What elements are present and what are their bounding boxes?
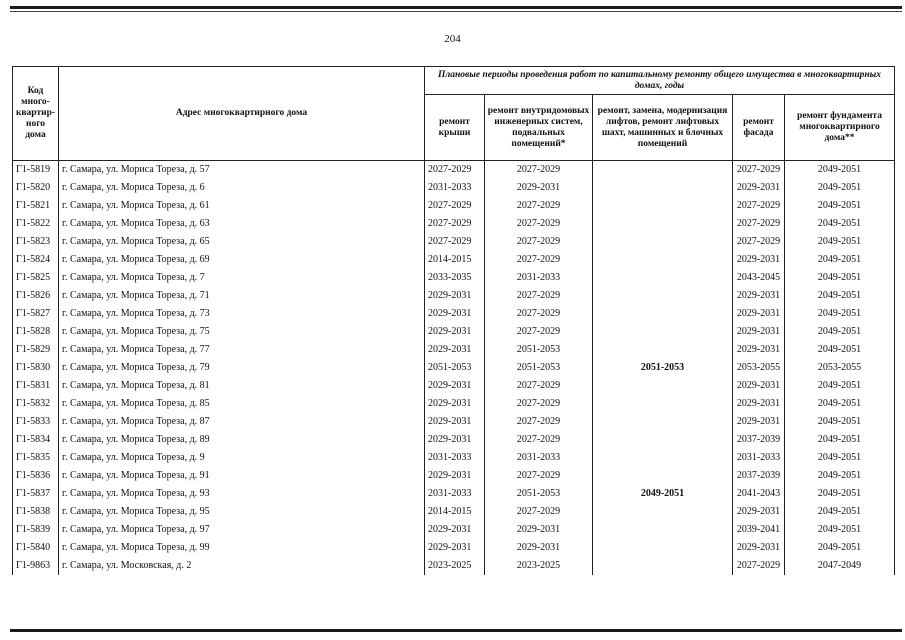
cell-facade: 2029-2031 xyxy=(733,377,785,395)
cell-facade: 2027-2029 xyxy=(733,557,785,575)
cell-code: Г1-5829 xyxy=(13,341,59,359)
cell-facade: 2043-2045 xyxy=(733,269,785,287)
page-number: 204 xyxy=(444,33,461,45)
cell-address: г. Самара, ул. Мориса Тореза, д. 79 xyxy=(59,359,425,377)
header-foundation: ремонт фундамента многоквартирного дома** xyxy=(785,95,895,161)
cell-lifts xyxy=(593,233,733,251)
cell-systems: 2027-2029 xyxy=(485,503,593,521)
cell-systems: 2029-2031 xyxy=(485,539,593,557)
cell-roof: 2031-2033 xyxy=(425,449,485,467)
table-row xyxy=(13,431,895,449)
cell-code: Г1-5820 xyxy=(13,179,59,197)
cell-code: Г1-5824 xyxy=(13,251,59,269)
cell-foundation: 2049-2051 xyxy=(785,377,895,395)
cell-code: Г1-5840 xyxy=(13,539,59,557)
cell-address: г. Самара, ул. Мориса Тореза, д. 89 xyxy=(59,431,425,449)
cell-roof: 2029-2031 xyxy=(425,377,485,395)
cell-code: Г1-9863 xyxy=(13,557,59,575)
cell-systems: 2027-2029 xyxy=(485,377,593,395)
cell-roof: 2029-2031 xyxy=(425,341,485,359)
cell-lifts xyxy=(593,197,733,215)
cell-code: Г1-5833 xyxy=(13,413,59,431)
cell-systems: 2031-2033 xyxy=(485,269,593,287)
cell-address: г. Самара, ул. Мориса Тореза, д. 95 xyxy=(59,503,425,521)
cell-foundation: 2049-2051 xyxy=(785,395,895,413)
cell-address: г. Самара, ул. Мориса Тореза, д. 93 xyxy=(59,485,425,503)
cell-systems: 2027-2029 xyxy=(485,251,593,269)
cell-lifts xyxy=(593,251,733,269)
cell-roof: 2027-2029 xyxy=(425,197,485,215)
cell-code: Г1-5823 xyxy=(13,233,59,251)
cell-facade: 2027-2029 xyxy=(733,197,785,215)
repair-schedule-table xyxy=(12,66,895,575)
table-row xyxy=(13,287,895,305)
table-body xyxy=(13,161,895,576)
cell-address: г. Самара, ул. Мориса Тореза, д. 69 xyxy=(59,251,425,269)
cell-systems: 2027-2029 xyxy=(485,413,593,431)
cell-facade: 2029-2031 xyxy=(733,395,785,413)
cell-address: г. Самара, ул. Мориса Тореза, д. 81 xyxy=(59,377,425,395)
cell-lifts xyxy=(593,305,733,323)
cell-address: г. Самара, ул. Московская, д. 2 xyxy=(59,557,425,575)
cell-facade: 2037-2039 xyxy=(733,467,785,485)
cell-lifts xyxy=(593,521,733,539)
table-row xyxy=(13,449,895,467)
cell-roof: 2051-2053 xyxy=(425,359,485,377)
header-address: Адрес многоквартирного дома xyxy=(59,67,425,161)
cell-address: г. Самара, ул. Мориса Тореза, д. 71 xyxy=(59,287,425,305)
cell-lifts xyxy=(593,179,733,197)
cell-address: г. Самара, ул. Мориса Тореза, д. 75 xyxy=(59,323,425,341)
cell-facade: 2039-2041 xyxy=(733,521,785,539)
cell-systems: 2027-2029 xyxy=(485,395,593,413)
cell-code: Г1-5830 xyxy=(13,359,59,377)
cell-lifts xyxy=(593,467,733,485)
cell-roof: 2027-2029 xyxy=(425,161,485,180)
cell-code: Г1-5839 xyxy=(13,521,59,539)
cell-foundation: 2049-2051 xyxy=(785,269,895,287)
cell-systems: 2051-2053 xyxy=(485,359,593,377)
cell-roof: 2027-2029 xyxy=(425,233,485,251)
top-rule xyxy=(10,6,902,9)
cell-address: г. Самара, ул. Мориса Тореза, д. 65 xyxy=(59,233,425,251)
table-row xyxy=(13,395,895,413)
table-row xyxy=(13,305,895,323)
cell-lifts xyxy=(593,557,733,575)
cell-facade: 2029-2031 xyxy=(733,413,785,431)
cell-roof: 2029-2031 xyxy=(425,431,485,449)
table-row xyxy=(13,467,895,485)
table-row xyxy=(13,503,895,521)
cell-foundation: 2049-2051 xyxy=(785,197,895,215)
cell-roof: 2027-2029 xyxy=(425,215,485,233)
top-rule-thin xyxy=(10,11,902,12)
header-systems: ремонт внутридомовых инженерных систем, подвальных помещений* xyxy=(485,95,593,161)
cell-lifts xyxy=(593,395,733,413)
cell-systems: 2027-2029 xyxy=(485,215,593,233)
cell-foundation: 2049-2051 xyxy=(785,161,895,180)
table-row xyxy=(13,251,895,269)
cell-systems: 2023-2025 xyxy=(485,557,593,575)
cell-lifts: 2051-2053 xyxy=(593,359,733,377)
cell-address: г. Самара, ул. Мориса Тореза, д. 91 xyxy=(59,467,425,485)
cell-address: г. Самара, ул. Мориса Тореза, д. 99 xyxy=(59,539,425,557)
cell-lifts xyxy=(593,287,733,305)
cell-roof: 2029-2031 xyxy=(425,521,485,539)
table-row xyxy=(13,179,895,197)
cell-facade: 2029-2031 xyxy=(733,341,785,359)
cell-foundation: 2053-2055 xyxy=(785,359,895,377)
table-row xyxy=(13,359,895,377)
header-facade: ремонт фасада xyxy=(733,95,785,161)
cell-foundation: 2049-2051 xyxy=(785,449,895,467)
cell-code: Г1-5825 xyxy=(13,269,59,287)
cell-facade: 2029-2031 xyxy=(733,539,785,557)
table-row xyxy=(13,413,895,431)
cell-systems: 2027-2029 xyxy=(485,287,593,305)
table-row xyxy=(13,233,895,251)
table-row xyxy=(13,377,895,395)
cell-code: Г1-5821 xyxy=(13,197,59,215)
cell-roof: 2014-2015 xyxy=(425,251,485,269)
cell-code: Г1-5838 xyxy=(13,503,59,521)
cell-foundation: 2049-2051 xyxy=(785,251,895,269)
cell-roof: 2033-2035 xyxy=(425,269,485,287)
cell-code: Г1-5835 xyxy=(13,449,59,467)
bottom-rule xyxy=(10,629,902,632)
cell-foundation: 2049-2051 xyxy=(785,341,895,359)
cell-roof: 2029-2031 xyxy=(425,395,485,413)
cell-facade: 2029-2031 xyxy=(733,503,785,521)
cell-address: г. Самара, ул. Мориса Тореза, д. 61 xyxy=(59,197,425,215)
table-row xyxy=(13,269,895,287)
cell-facade: 2027-2029 xyxy=(733,215,785,233)
cell-foundation: 2049-2051 xyxy=(785,287,895,305)
cell-facade: 2037-2039 xyxy=(733,431,785,449)
cell-systems: 2027-2029 xyxy=(485,305,593,323)
cell-lifts xyxy=(593,161,733,180)
cell-lifts xyxy=(593,323,733,341)
cell-lifts xyxy=(593,539,733,557)
cell-address: г. Самара, ул. Мориса Тореза, д. 73 xyxy=(59,305,425,323)
cell-systems: 2027-2029 xyxy=(485,323,593,341)
cell-facade: 2053-2055 xyxy=(733,359,785,377)
header-code: Код много-квартир-ного дома xyxy=(13,67,59,161)
cell-foundation: 2049-2051 xyxy=(785,179,895,197)
cell-roof: 2029-2031 xyxy=(425,539,485,557)
header-group: Плановые периоды проведения работ по капитальному ремонту общего имущества в многоквартирных домах, годы xyxy=(425,67,895,95)
cell-code: Г1-5826 xyxy=(13,287,59,305)
cell-facade: 2031-2033 xyxy=(733,449,785,467)
table-row xyxy=(13,323,895,341)
cell-lifts: 2049-2051 xyxy=(593,485,733,503)
cell-foundation: 2047-2049 xyxy=(785,557,895,575)
cell-roof: 2023-2025 xyxy=(425,557,485,575)
cell-address: г. Самара, ул. Мориса Тореза, д. 6 xyxy=(59,179,425,197)
cell-code: Г1-5837 xyxy=(13,485,59,503)
cell-foundation: 2049-2051 xyxy=(785,503,895,521)
cell-systems: 2029-2031 xyxy=(485,521,593,539)
cell-lifts xyxy=(593,377,733,395)
cell-lifts xyxy=(593,341,733,359)
cell-address: г. Самара, ул. Мориса Тореза, д. 9 xyxy=(59,449,425,467)
cell-address: г. Самара, ул. Мориса Тореза, д. 97 xyxy=(59,521,425,539)
cell-roof: 2029-2031 xyxy=(425,467,485,485)
cell-foundation: 2049-2051 xyxy=(785,215,895,233)
table-row xyxy=(13,557,895,575)
cell-address: г. Самара, ул. Мориса Тореза, д. 85 xyxy=(59,395,425,413)
cell-code: Г1-5828 xyxy=(13,323,59,341)
cell-roof: 2029-2031 xyxy=(425,323,485,341)
cell-code: Г1-5832 xyxy=(13,395,59,413)
cell-systems: 2027-2029 xyxy=(485,161,593,180)
cell-systems: 2051-2053 xyxy=(485,485,593,503)
cell-facade: 2027-2029 xyxy=(733,233,785,251)
cell-roof: 2029-2031 xyxy=(425,305,485,323)
cell-systems: 2031-2033 xyxy=(485,449,593,467)
cell-address: г. Самара, ул. Мориса Тореза, д. 87 xyxy=(59,413,425,431)
cell-facade: 2029-2031 xyxy=(733,323,785,341)
cell-systems: 2027-2029 xyxy=(485,233,593,251)
cell-lifts xyxy=(593,449,733,467)
cell-roof: 2029-2031 xyxy=(425,413,485,431)
cell-address: г. Самара, ул. Мориса Тореза, д. 57 xyxy=(59,161,425,180)
cell-facade: 2029-2031 xyxy=(733,305,785,323)
cell-facade: 2029-2031 xyxy=(733,287,785,305)
cell-foundation: 2049-2051 xyxy=(785,323,895,341)
cell-roof: 2031-2033 xyxy=(425,179,485,197)
cell-foundation: 2049-2051 xyxy=(785,539,895,557)
cell-code: Г1-5836 xyxy=(13,467,59,485)
header-roof: ремонт крыши xyxy=(425,95,485,161)
table-row xyxy=(13,215,895,233)
cell-systems: 2027-2029 xyxy=(485,197,593,215)
cell-foundation: 2049-2051 xyxy=(785,305,895,323)
cell-foundation: 2049-2051 xyxy=(785,521,895,539)
table-row xyxy=(13,539,895,557)
cell-code: Г1-5827 xyxy=(13,305,59,323)
cell-systems: 2029-2031 xyxy=(485,179,593,197)
cell-lifts xyxy=(593,503,733,521)
cell-address: г. Самара, ул. Мориса Тореза, д. 7 xyxy=(59,269,425,287)
cell-code: Г1-5822 xyxy=(13,215,59,233)
cell-lifts xyxy=(593,269,733,287)
cell-facade: 2029-2031 xyxy=(733,179,785,197)
cell-foundation: 2049-2051 xyxy=(785,485,895,503)
cell-lifts xyxy=(593,413,733,431)
cell-facade: 2027-2029 xyxy=(733,161,785,180)
cell-lifts xyxy=(593,431,733,449)
table-row xyxy=(13,341,895,359)
cell-roof: 2029-2031 xyxy=(425,287,485,305)
cell-foundation: 2049-2051 xyxy=(785,233,895,251)
cell-foundation: 2049-2051 xyxy=(785,467,895,485)
cell-systems: 2027-2029 xyxy=(485,467,593,485)
cell-facade: 2029-2031 xyxy=(733,251,785,269)
table-row xyxy=(13,197,895,215)
cell-systems: 2051-2053 xyxy=(485,341,593,359)
cell-address: г. Самара, ул. Мориса Тореза, д. 63 xyxy=(59,215,425,233)
table-row xyxy=(13,485,895,503)
cell-foundation: 2049-2051 xyxy=(785,431,895,449)
cell-systems: 2027-2029 xyxy=(485,431,593,449)
table-row xyxy=(13,521,895,539)
cell-roof: 2031-2033 xyxy=(425,485,485,503)
table-row xyxy=(13,161,895,180)
header-lifts: ремонт, замена, модернизация лифтов, ремонт лифтовых шахт, машинных и блочных помещений xyxy=(593,95,733,161)
cell-facade: 2041-2043 xyxy=(733,485,785,503)
cell-code: Г1-5819 xyxy=(13,161,59,180)
cell-code: Г1-5834 xyxy=(13,431,59,449)
cell-foundation: 2049-2051 xyxy=(785,413,895,431)
cell-roof: 2014-2015 xyxy=(425,503,485,521)
cell-lifts xyxy=(593,215,733,233)
cell-code: Г1-5831 xyxy=(13,377,59,395)
cell-address: г. Самара, ул. Мориса Тореза, д. 77 xyxy=(59,341,425,359)
